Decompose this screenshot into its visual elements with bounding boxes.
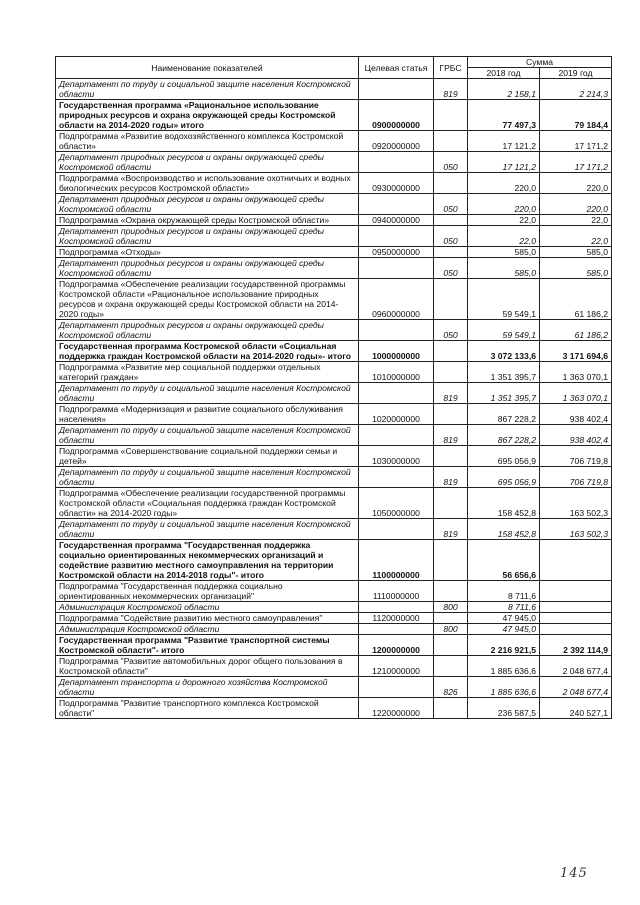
row-grbs-cell (434, 100, 468, 131)
page-number: 145 (560, 866, 588, 881)
row-name-cell: Департамент природных ресурсов и охраны окружающей среды Костромской области (56, 152, 359, 173)
table-row (56, 131, 612, 152)
row-name-cell: Подпрограмма «Развитие водохозяйственного комплекса Костромской области» (56, 131, 359, 152)
row-2018-cell: 1 885 636,6 (468, 677, 540, 698)
row-2019-cell: 1 363 070,1 (540, 362, 612, 383)
row-grbs-cell (434, 613, 468, 624)
row-name-cell: Департамент природных ресурсов и охраны окружающей среды Костромской области (56, 258, 359, 279)
row-code-cell: 1210000000 (359, 656, 434, 677)
row-2018-cell: 56 656,6 (468, 540, 540, 581)
table-row (56, 488, 612, 519)
row-2018-cell: 220,0 (468, 173, 540, 194)
row-2019-cell: 22,0 (540, 215, 612, 226)
row-name-cell: Подпрограмма «Совершенствование социальной поддержки семьи и детей» (56, 446, 359, 467)
row-2019-cell: 17 171,2 (540, 152, 612, 173)
row-name-cell: Подпрограмма «Воспроизводство и использование охотничьих и водных биологических ресурсов Костромской области» (56, 173, 359, 194)
row-2019-cell: 220,0 (540, 194, 612, 215)
row-2018-cell: 158 452,8 (468, 519, 540, 540)
row-2019-cell: 79 184,4 (540, 100, 612, 131)
row-grbs-cell: 050 (434, 320, 468, 341)
row-name-cell: Департамент транспорта и дорожного хозяйства Костромской области (56, 677, 359, 698)
row-code-cell (359, 677, 434, 698)
row-name-cell: Департамент природных ресурсов и охраны окружающей среды Костромской области (56, 226, 359, 247)
row-grbs-cell: 800 (434, 624, 468, 635)
row-code-cell: 1020000000 (359, 404, 434, 425)
table-row (56, 279, 612, 320)
row-2018-cell: 59 549,1 (468, 279, 540, 320)
row-code-cell: 1050000000 (359, 488, 434, 519)
row-grbs-cell (434, 131, 468, 152)
row-grbs-cell (434, 635, 468, 656)
row-code-cell (359, 425, 434, 446)
row-grbs-cell (434, 656, 468, 677)
row-grbs-cell: 050 (434, 258, 468, 279)
col-header-name: Наименование показателей (56, 57, 359, 79)
budget-table (55, 56, 612, 719)
row-grbs-cell (434, 581, 468, 602)
row-2019-cell: 585,0 (540, 247, 612, 258)
row-name-cell: Государственная программа "Государственная поддержка социально ориентированных некоммерческих организаций и содействие развитию местного самоуправления на территории Костромской области на 2014-2018 годы"- итого (56, 540, 359, 581)
row-name-cell: Государственная программа «Рациональное использование природных ресурсов и охрана окружающей среды Костромской области на 2014-2020 годы» итого (56, 100, 359, 131)
table-row (56, 226, 612, 247)
row-2019-cell: 17 171,2 (540, 131, 612, 152)
row-2018-cell: 22,0 (468, 215, 540, 226)
table-row (56, 698, 612, 719)
row-grbs-cell (434, 341, 468, 362)
row-code-cell: 1010000000 (359, 362, 434, 383)
row-2018-cell: 220,0 (468, 194, 540, 215)
row-grbs-cell (434, 215, 468, 226)
row-grbs-cell: 050 (434, 152, 468, 173)
row-code-cell (359, 194, 434, 215)
row-code-cell: 1120000000 (359, 613, 434, 624)
row-code-cell: 1110000000 (359, 581, 434, 602)
row-2019-cell: 938 402,4 (540, 425, 612, 446)
row-code-cell (359, 602, 434, 613)
table-row (56, 519, 612, 540)
row-2018-cell: 1 885 636,6 (468, 656, 540, 677)
row-2019-cell: 585,0 (540, 258, 612, 279)
row-code-cell (359, 467, 434, 488)
row-2018-cell: 47 945,0 (468, 624, 540, 635)
row-name-cell: Департамент по труду и социальной защите населения Костромской области (56, 467, 359, 488)
row-name-cell: Департамент по труду и социальной защите населения Костромской области (56, 519, 359, 540)
row-name-cell: Департамент природных ресурсов и охраны окружающей среды Костромской области (56, 320, 359, 341)
row-name-cell: Подпрограмма «Охрана окружающей среды Костромской области» (56, 215, 359, 226)
row-2018-cell: 17 121,2 (468, 152, 540, 173)
row-code-cell: 0950000000 (359, 247, 434, 258)
row-2018-cell: 17 121,2 (468, 131, 540, 152)
row-grbs-cell: 819 (434, 383, 468, 404)
col-header-2018: 2018 год (468, 68, 540, 79)
table-row (56, 624, 612, 635)
row-code-cell (359, 320, 434, 341)
row-2019-cell: 2 048 677,4 (540, 677, 612, 698)
row-name-cell: Департамент по труду и социальной защите населения Костромской области (56, 383, 359, 404)
row-code-cell: 0900000000 (359, 100, 434, 131)
row-name-cell: Подпрограмма "Развитие автомобильных дорог общего пользования в Костромской области" (56, 656, 359, 677)
row-name-cell: Государственная программа "Развитие транспортной системы Костромской области"- итого (56, 635, 359, 656)
row-2019-cell (540, 581, 612, 602)
row-2019-cell (540, 613, 612, 624)
row-code-cell: 0930000000 (359, 173, 434, 194)
row-2019-cell: 163 502,3 (540, 488, 612, 519)
row-2018-cell: 47 945,0 (468, 613, 540, 624)
row-name-cell: Подпрограмма "Государственная поддержка социально ориентированных некоммерческих организаций" (56, 581, 359, 602)
row-name-cell: Департамент по труду и социальной защите населения Костромской области (56, 425, 359, 446)
row-grbs-cell (434, 362, 468, 383)
row-2018-cell: 2 216 921,5 (468, 635, 540, 656)
row-name-cell: Государственная программа Костромской области «Социальная поддержка граждан Костромской области на 2014-2020 годы»- итого (56, 341, 359, 362)
table-row (56, 341, 612, 362)
row-2019-cell: 938 402,4 (540, 404, 612, 425)
table-row (56, 677, 612, 698)
table-row (56, 404, 612, 425)
row-2019-cell: 2 392 114,9 (540, 635, 612, 656)
table-row (56, 320, 612, 341)
row-name-cell: Подпрограмма "Содействие развитию местного самоуправления" (56, 613, 359, 624)
row-2019-cell (540, 624, 612, 635)
table-row (56, 602, 612, 613)
row-2018-cell: 585,0 (468, 247, 540, 258)
table-row (56, 194, 612, 215)
row-code-cell: 0940000000 (359, 215, 434, 226)
row-2018-cell: 77 497,3 (468, 100, 540, 131)
row-grbs-cell: 819 (434, 467, 468, 488)
row-code-cell (359, 624, 434, 635)
row-code-cell: 1200000000 (359, 635, 434, 656)
row-2019-cell (540, 602, 612, 613)
row-grbs-cell: 819 (434, 425, 468, 446)
table-row (56, 258, 612, 279)
col-header-grbs: ГРБС (434, 57, 468, 79)
row-2018-cell: 585,0 (468, 258, 540, 279)
row-code-cell: 1220000000 (359, 698, 434, 719)
row-2018-cell: 158 452,8 (468, 488, 540, 519)
row-grbs-cell (434, 279, 468, 320)
table-row (56, 656, 612, 677)
table-row (56, 635, 612, 656)
row-name-cell: Департамент по труду и социальной защите населения Костромской области (56, 79, 359, 100)
row-2018-cell: 22,0 (468, 226, 540, 247)
table-row (56, 540, 612, 581)
table-row (56, 247, 612, 258)
row-code-cell (359, 152, 434, 173)
table-row (56, 362, 612, 383)
row-code-cell (359, 258, 434, 279)
budget-table-sheet (55, 56, 611, 719)
row-code-cell: 1030000000 (359, 446, 434, 467)
row-name-cell: Подпрограмма «Модернизация и развитие социального обслуживания населения» (56, 404, 359, 425)
row-2019-cell (540, 540, 612, 581)
row-2019-cell: 240 527,1 (540, 698, 612, 719)
row-name-cell: Подпрограмма "Развитие транспортного комплекса Костромской области" (56, 698, 359, 719)
row-name-cell: Подпрограмма «Обеспечение реализации государственной программы Костромской области «Рациональное использование природных ресурсов и охрана окружающей среды Костромской области на 2014-2020 годы» (56, 279, 359, 320)
table-row (56, 467, 612, 488)
row-2019-cell: 2 214,3 (540, 79, 612, 100)
row-2018-cell: 2 158,1 (468, 79, 540, 100)
row-2018-cell: 8 711,6 (468, 581, 540, 602)
row-2019-cell: 163 502,3 (540, 519, 612, 540)
col-header-code: Целевая статья (359, 57, 434, 79)
table-row (56, 383, 612, 404)
col-header-sum: Сумма (468, 57, 612, 68)
row-code-cell (359, 79, 434, 100)
table-row (56, 152, 612, 173)
row-grbs-cell (434, 173, 468, 194)
row-2019-cell: 61 186,2 (540, 279, 612, 320)
row-2018-cell: 695 056,9 (468, 446, 540, 467)
row-grbs-cell (434, 540, 468, 581)
row-2018-cell: 59 549,1 (468, 320, 540, 341)
row-code-cell: 1000000000 (359, 341, 434, 362)
row-grbs-cell (434, 488, 468, 519)
row-code-cell (359, 383, 434, 404)
table-row (56, 581, 612, 602)
row-grbs-cell (434, 446, 468, 467)
row-grbs-cell (434, 247, 468, 258)
row-2018-cell: 867 228,2 (468, 404, 540, 425)
table-row (56, 79, 612, 100)
row-2018-cell: 3 072 133,6 (468, 341, 540, 362)
row-grbs-cell: 050 (434, 226, 468, 247)
row-grbs-cell: 800 (434, 602, 468, 613)
row-2019-cell: 3 171 694,6 (540, 341, 612, 362)
table-row (56, 173, 612, 194)
row-2018-cell: 236 587,5 (468, 698, 540, 719)
table-row (56, 446, 612, 467)
table-body (56, 79, 612, 719)
row-name-cell: Департамент природных ресурсов и охраны окружающей среды Костромской области (56, 194, 359, 215)
row-grbs-cell (434, 698, 468, 719)
row-2018-cell: 867 228,2 (468, 425, 540, 446)
row-code-cell: 0920000000 (359, 131, 434, 152)
row-name-cell: Подпрограмма «Отходы» (56, 247, 359, 258)
table-row (56, 425, 612, 446)
table-row (56, 215, 612, 226)
row-2018-cell: 1 351 395,7 (468, 383, 540, 404)
row-2019-cell: 61 186,2 (540, 320, 612, 341)
row-2019-cell: 706 719,8 (540, 467, 612, 488)
row-name-cell: Подпрограмма «Развитие мер социальной поддержки отдельных категорий граждан» (56, 362, 359, 383)
row-grbs-cell: 819 (434, 79, 468, 100)
row-2018-cell: 8 711,6 (468, 602, 540, 613)
row-code-cell (359, 226, 434, 247)
row-2019-cell: 2 048 677,4 (540, 656, 612, 677)
row-2018-cell: 695 056,9 (468, 467, 540, 488)
row-name-cell: Администрация Костромской области (56, 602, 359, 613)
row-code-cell: 1100000000 (359, 540, 434, 581)
row-2019-cell: 22,0 (540, 226, 612, 247)
col-header-2019: 2019 год (540, 68, 612, 79)
row-2019-cell: 1 363 070,1 (540, 383, 612, 404)
table-row (56, 613, 612, 624)
row-grbs-cell: 819 (434, 519, 468, 540)
row-grbs-cell (434, 404, 468, 425)
row-2019-cell: 706 719,8 (540, 446, 612, 467)
row-grbs-cell: 050 (434, 194, 468, 215)
table-row (56, 100, 612, 131)
row-code-cell: 0960000000 (359, 279, 434, 320)
row-name-cell: Подпрограмма «Обеспечение реализации государственной программы Костромской области «Социальная поддержка граждан Костромской области» на 2014-2020 годы» (56, 488, 359, 519)
row-name-cell: Администрация Костромской области (56, 624, 359, 635)
row-2019-cell: 220,0 (540, 173, 612, 194)
row-grbs-cell: 826 (434, 677, 468, 698)
row-code-cell (359, 519, 434, 540)
row-2018-cell: 1 351 395,7 (468, 362, 540, 383)
